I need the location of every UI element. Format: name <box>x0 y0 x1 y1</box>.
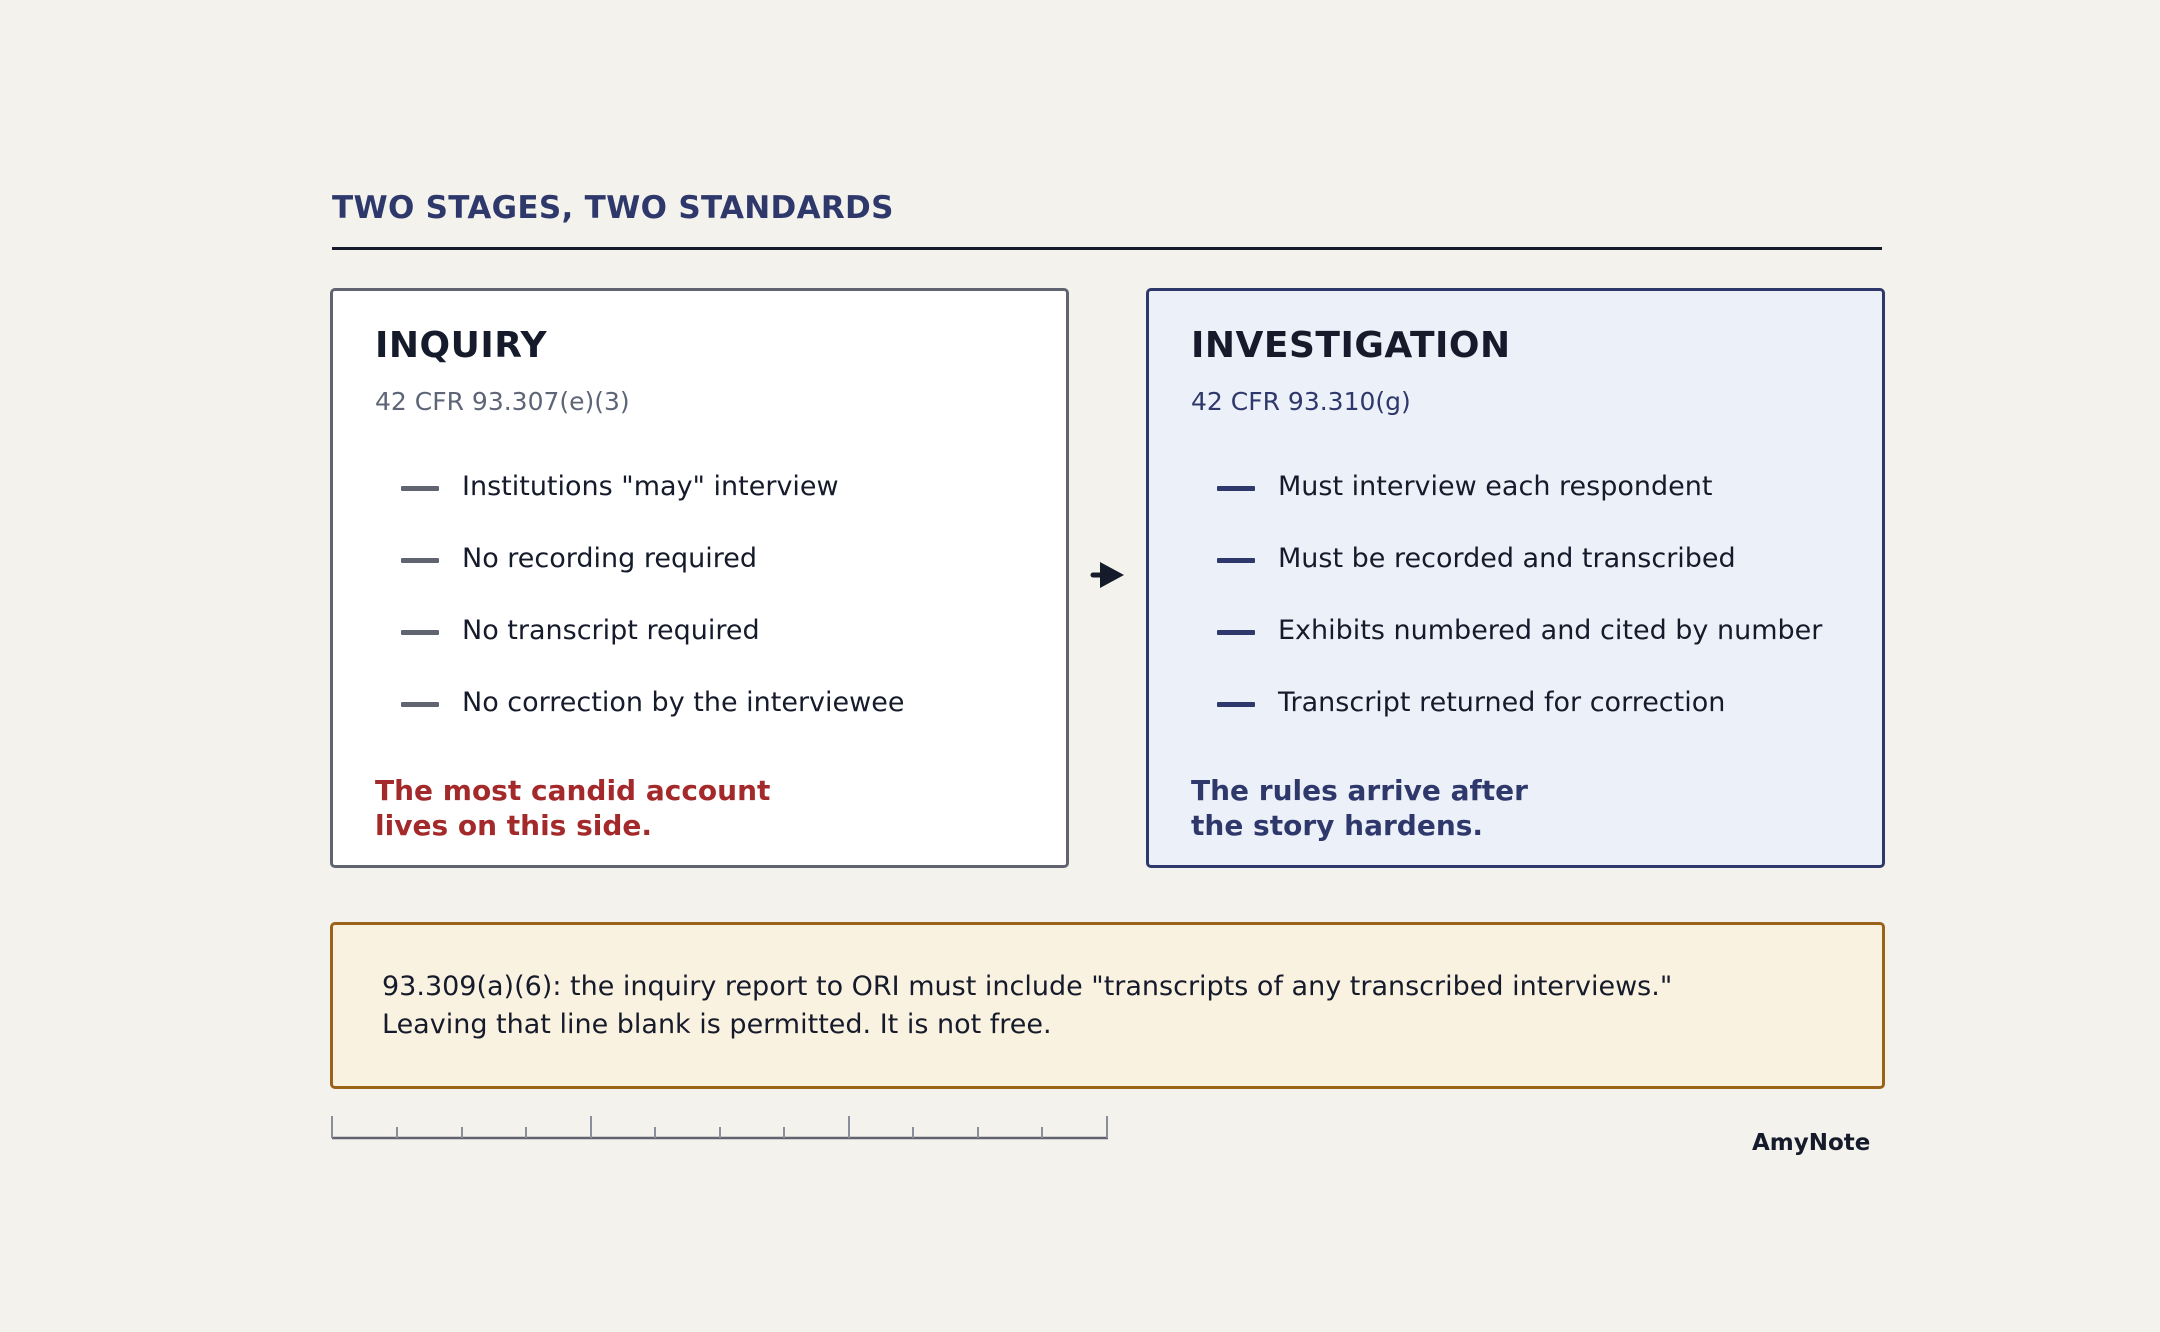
dash-bullet-icon <box>1217 702 1255 707</box>
inquiry-note-line: The most candid account <box>375 774 771 807</box>
list-item <box>401 539 904 611</box>
list-item <box>1217 467 1822 539</box>
list-item-text: Transcript returned for correction <box>1278 687 1726 718</box>
page-title: TWO STAGES, TWO STANDARDS <box>332 190 894 226</box>
list-item-text: Exhibits numbered and cited by number <box>1278 615 1823 646</box>
list-item <box>1217 539 1822 611</box>
inquiry-list <box>401 467 904 755</box>
list-item-text: Must interview each respondent <box>1278 471 1713 502</box>
list-item <box>401 683 904 755</box>
inquiry-note-line: lives on this side. <box>375 809 653 842</box>
dash-bullet-icon <box>401 702 439 707</box>
dash-bullet-icon <box>401 630 439 635</box>
investigation-list <box>1217 467 1822 755</box>
list-item-text: No correction by the interviewee <box>462 687 905 718</box>
callout-line: 93.309(a)(6): the inquiry report to ORI must include "transcripts of any transcribed interviews." <box>382 971 1673 1002</box>
dash-bullet-icon <box>1217 486 1255 491</box>
list-item-text: Institutions "may" interview <box>462 471 839 502</box>
list-item <box>401 611 904 683</box>
list-item-text: Must be recorded and transcribed <box>1278 543 1736 574</box>
investigation-note-line: the story hardens. <box>1191 809 1484 842</box>
inquiry-citation: 42 CFR 93.307(e)(3) <box>375 387 630 416</box>
inquiry-title: INQUIRY <box>375 325 548 366</box>
callout-line: Leaving that line blank is permitted. It is not free. <box>382 1009 1052 1040</box>
decorative-scale-ruler <box>330 1112 1110 1142</box>
list-item <box>401 467 904 539</box>
dash-bullet-icon <box>401 486 439 491</box>
investigation-note <box>1191 773 1528 843</box>
list-item <box>1217 611 1822 683</box>
dash-bullet-icon <box>1217 630 1255 635</box>
inquiry-panel <box>330 288 1069 868</box>
callout-box <box>330 922 1885 1089</box>
title-divider <box>332 247 1882 250</box>
arrow-right-icon <box>1090 558 1126 592</box>
dash-bullet-icon <box>1217 558 1255 563</box>
dash-bullet-icon <box>401 558 439 563</box>
inquiry-note <box>375 773 770 843</box>
list-item-text: No transcript required <box>462 615 760 646</box>
investigation-title: INVESTIGATION <box>1191 325 1511 366</box>
list-item <box>1217 683 1822 755</box>
investigation-panel <box>1146 288 1885 868</box>
brand-label: AmyNote <box>1752 1130 1871 1156</box>
list-item-text: No recording required <box>462 543 758 574</box>
investigation-citation: 42 CFR 93.310(g) <box>1191 387 1411 416</box>
investigation-note-line: The rules arrive after <box>1191 774 1528 807</box>
